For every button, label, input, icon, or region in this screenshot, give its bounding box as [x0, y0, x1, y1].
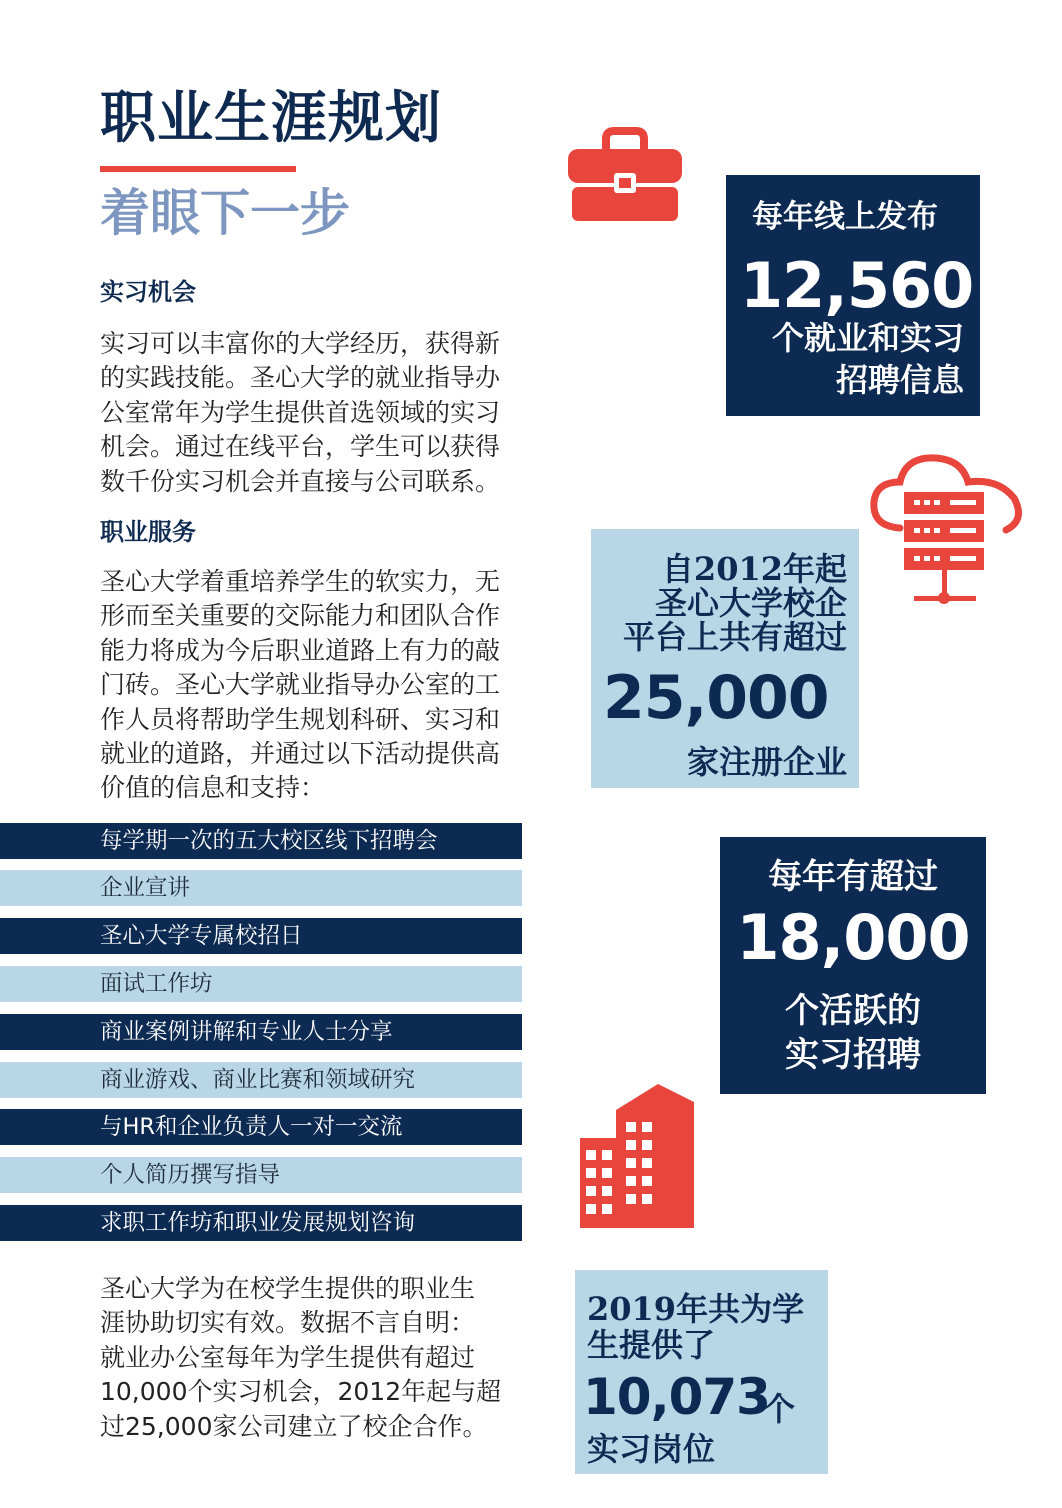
- stat-employers-text: 自2012年起: [661, 550, 847, 588]
- text-line: 机会。通过在线平台，学生可以获得: [100, 432, 501, 462]
- internship-heading: 实习机会: [100, 277, 196, 306]
- internship-text: [100, 327, 562, 499]
- list-item: 面试工作坊: [0, 966, 522, 1002]
- stat-positions-text: 生提供了: [587, 1326, 716, 1364]
- list-item: 个人简历撰写指导: [0, 1157, 522, 1193]
- list-item: 商业案例讲解和专业人士分享: [0, 1014, 522, 1050]
- stat-positions-box: [575, 1270, 828, 1474]
- text-line: 就业办公室每年为学生提供有超过: [100, 1342, 476, 1372]
- cloud-server-icon: [866, 450, 1026, 610]
- summary-text: [100, 1272, 550, 1444]
- stat-postings-box: [726, 175, 980, 416]
- stat-active-desc: 实习招聘: [785, 1035, 921, 1075]
- list-item: 每学期一次的五大校区线下招聘会: [0, 823, 522, 859]
- list-item: 圣心大学专属校招日: [0, 918, 522, 954]
- stat-employers-number: 25,000: [603, 663, 829, 733]
- stat-active-label: 每年有超过: [768, 857, 938, 897]
- stat-postings-number: 12,560: [740, 249, 974, 322]
- stat-postings-desc: 招聘信息: [835, 361, 964, 399]
- stat-positions-text: 2019年共为学: [587, 1290, 805, 1328]
- list-item: 商业游戏、商业比赛和领域研究: [0, 1062, 522, 1098]
- text-line: 实习可以丰富你的大学经历，获得新: [100, 329, 501, 358]
- text-line: 能力将成为今后职业道路上有力的敲: [100, 635, 501, 665]
- text-line: 公室常年为学生提供首选领域的实习: [100, 397, 501, 427]
- title-underline: [100, 166, 296, 172]
- text-line: 作人员将帮助学生规划科研、实习和: [100, 704, 501, 734]
- text-line: 圣心大学为在校学生提供的职业生: [100, 1274, 476, 1303]
- stat-positions-unit: 个: [763, 1390, 796, 1428]
- stat-employers-text: 平台上共有超过: [622, 618, 847, 656]
- stat-positions-desc: 实习岗位: [587, 1430, 716, 1468]
- career-services-heading: 职业服务: [100, 517, 196, 546]
- stat-employers-box: [591, 529, 859, 788]
- stat-active-desc: 个活跃的: [785, 991, 921, 1031]
- briefcase-icon: [566, 127, 684, 223]
- stat-positions-number: 10,073: [583, 1368, 770, 1426]
- stat-employers-desc: 家注册企业: [686, 743, 847, 781]
- text-line: 门砖。圣心大学就业指导办公室的工: [100, 670, 501, 700]
- career-services-text: [100, 565, 562, 806]
- text-line: 价值的信息和支持：: [100, 773, 326, 803]
- text-line: 过25,000家公司建立了校企合作。: [100, 1411, 488, 1441]
- list-item: 企业宣讲: [0, 870, 522, 906]
- list-item: 求职工作坊和职业发展规划咨询: [0, 1205, 522, 1241]
- stat-employers-text: 圣心大学校企: [654, 584, 847, 622]
- text-line: 就业的道路，并通过以下活动提供高: [100, 739, 501, 769]
- page-subtitle: 着眼下一步: [100, 183, 350, 242]
- stat-active-box: [720, 837, 986, 1094]
- stat-active-number: 18,000: [736, 901, 970, 974]
- stat-postings-label: 每年线上发布: [752, 199, 938, 235]
- text-line: 形而至关重要的交际能力和团队合作: [100, 601, 501, 631]
- text-line: 10,000个实习机会，2012年起与超: [100, 1377, 502, 1407]
- stat-postings-desc: 个就业和实习: [771, 319, 964, 357]
- page-title: 职业生涯规划: [100, 85, 442, 151]
- text-line: 的实践技能。圣心大学的就业指导办: [100, 363, 501, 393]
- buildings-icon: [576, 1080, 696, 1230]
- text-line: 圣心大学着重培养学生的软实力，无: [100, 567, 501, 596]
- list-item: 与HR和企业负责人一对一交流: [0, 1109, 522, 1145]
- text-line: 数千份实习机会并直接与公司联系。: [100, 466, 501, 496]
- text-line: 涯协助切实有效。数据不言自明：: [100, 1308, 476, 1338]
